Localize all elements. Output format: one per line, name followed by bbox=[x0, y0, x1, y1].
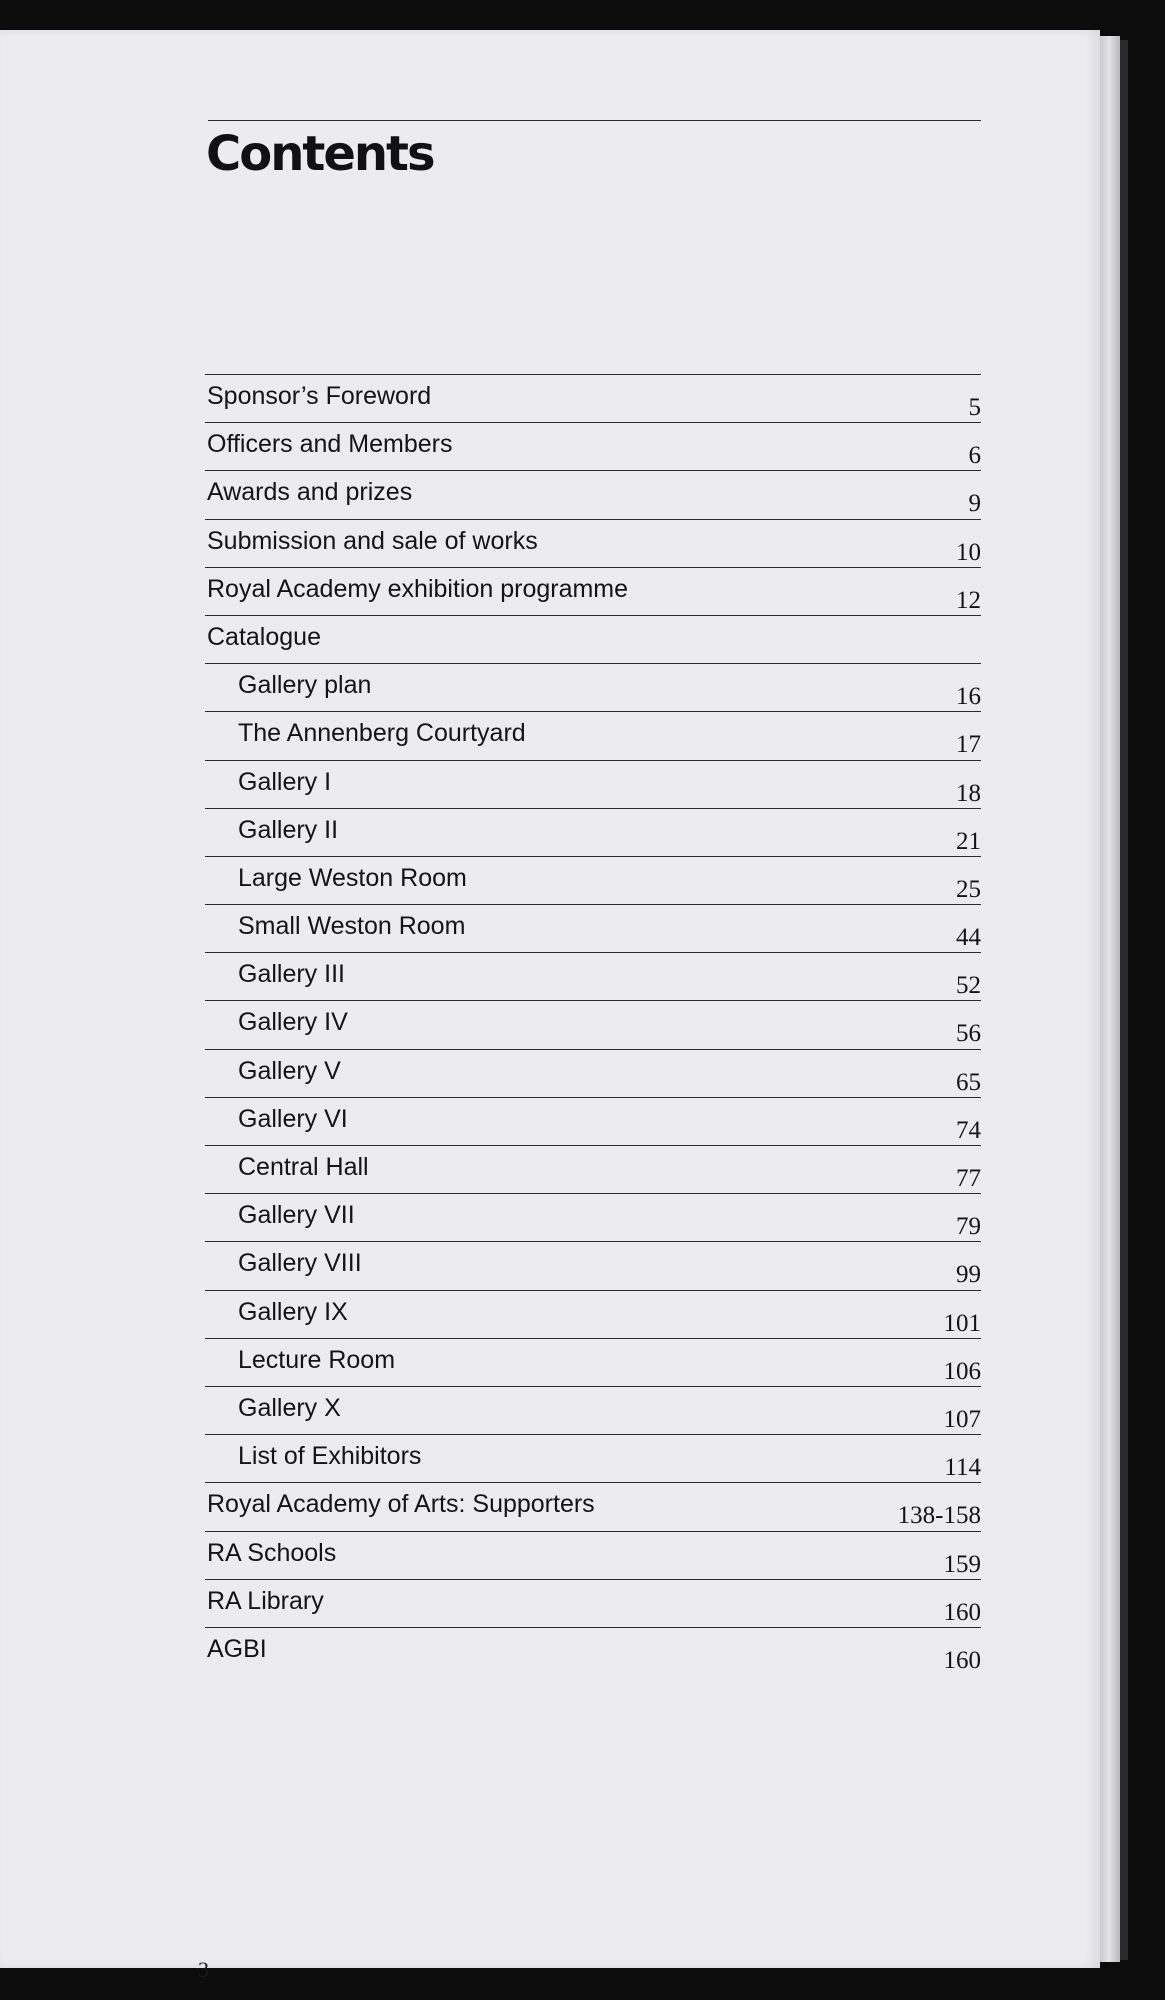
toc-entry-label: Awards and prizes bbox=[207, 478, 413, 507]
toc-entry-label: List of Exhibitors bbox=[238, 1442, 422, 1471]
toc-entry-label: Gallery VI bbox=[238, 1104, 348, 1133]
toc-entry-label: Gallery IX bbox=[238, 1297, 348, 1326]
toc-entry bbox=[205, 1291, 981, 1339]
toc-entry-label: Central Hall bbox=[238, 1153, 369, 1181]
toc-entry-label: AGBI bbox=[207, 1634, 267, 1663]
toc-entry bbox=[205, 616, 981, 664]
toc-entry-page: 65 bbox=[956, 1068, 981, 1096]
title-rule bbox=[208, 120, 981, 121]
toc-entry-page: 44 bbox=[956, 924, 981, 952]
toc-entry bbox=[205, 1580, 981, 1628]
toc-entry bbox=[205, 1001, 981, 1049]
toc-entry bbox=[205, 1242, 981, 1290]
toc-entry bbox=[205, 1532, 981, 1580]
toc-entry-page: 101 bbox=[943, 1309, 981, 1337]
toc-entry-label: Royal Academy of Arts: Supporters bbox=[207, 1490, 595, 1519]
toc-entry-label: Large Weston Room bbox=[238, 863, 467, 892]
toc-entry-page: 6 bbox=[968, 442, 981, 470]
toc-entry-label: Gallery I bbox=[238, 767, 332, 796]
toc-entry bbox=[205, 1483, 981, 1531]
page-edge-shadow bbox=[1120, 40, 1128, 1960]
toc-entry-page: 10 bbox=[956, 538, 981, 566]
toc-entry bbox=[205, 1098, 981, 1146]
page-number: 3 bbox=[198, 1957, 209, 1982]
toc-entry-label: Gallery III bbox=[238, 960, 345, 989]
toc-entry-page: 160 bbox=[943, 1646, 981, 1674]
toc-entry-page: 16 bbox=[956, 683, 981, 711]
toc-entry bbox=[205, 809, 981, 857]
toc-entry bbox=[205, 375, 981, 423]
toc-entry bbox=[205, 761, 981, 809]
toc-entry-page: 9 bbox=[968, 490, 981, 518]
toc-entry-page: 107 bbox=[943, 1405, 981, 1433]
toc-entry-page: 138-158 bbox=[897, 1502, 981, 1530]
toc-entry-label: RA Library bbox=[207, 1586, 324, 1615]
toc-entry-page: 77 bbox=[956, 1165, 981, 1192]
toc-entry-label: Small Weston Room bbox=[238, 912, 466, 941]
toc-entry-page: 25 bbox=[956, 875, 981, 903]
table-of-contents bbox=[205, 374, 981, 1675]
toc-entry bbox=[205, 905, 981, 953]
toc-entry-label: Gallery V bbox=[238, 1056, 341, 1085]
toc-entry-page: 74 bbox=[956, 1116, 981, 1144]
toc-entry bbox=[205, 423, 981, 471]
toc-entry-label: Gallery II bbox=[238, 815, 339, 844]
toc-entry-label: Submission and sale of works bbox=[207, 526, 538, 555]
toc-entry bbox=[205, 1435, 981, 1483]
toc-entry-page: 106 bbox=[943, 1357, 981, 1385]
toc-entry bbox=[205, 568, 981, 616]
toc-entry bbox=[205, 1628, 981, 1675]
toc-entry-label: Catalogue bbox=[207, 622, 321, 651]
toc-entry-label: Gallery IV bbox=[238, 1008, 348, 1037]
toc-entry-page: 56 bbox=[956, 1020, 981, 1048]
toc-entry bbox=[205, 1387, 981, 1435]
toc-entry bbox=[205, 1194, 981, 1242]
page-edge bbox=[1100, 36, 1120, 1962]
toc-entry-label: Gallery VIII bbox=[238, 1249, 362, 1278]
toc-entry-page: 79 bbox=[956, 1213, 981, 1241]
toc-entry-page: 18 bbox=[956, 779, 981, 807]
toc-entry-label: Royal Academy exhibition programme bbox=[207, 574, 629, 603]
toc-entry-label: Lecture Room bbox=[238, 1345, 396, 1374]
toc-entry bbox=[205, 857, 981, 905]
toc-entry bbox=[205, 953, 981, 1001]
toc-entry-label: Gallery VII bbox=[238, 1201, 355, 1230]
toc-entry bbox=[205, 1050, 981, 1098]
toc-entry-label: Sponsor’s Foreword bbox=[207, 382, 432, 410]
toc-entry bbox=[205, 471, 981, 519]
toc-entry-page: 114 bbox=[944, 1454, 981, 1482]
toc-entry-page: 159 bbox=[943, 1550, 981, 1578]
toc-entry bbox=[205, 1339, 981, 1387]
toc-entry-label: RA Schools bbox=[207, 1538, 337, 1567]
toc-entry bbox=[205, 664, 981, 712]
toc-entry-page: 160 bbox=[943, 1598, 981, 1626]
toc-entry-page: 12 bbox=[956, 586, 981, 614]
toc-entry-page: 52 bbox=[956, 972, 981, 1000]
toc-entry bbox=[205, 712, 981, 760]
toc-entry-label: Gallery plan bbox=[238, 671, 372, 700]
page-title: Contents bbox=[206, 126, 434, 182]
toc-entry-page: 99 bbox=[956, 1261, 981, 1289]
toc-entry-page: 17 bbox=[956, 731, 981, 759]
toc-entry-page: 5 bbox=[968, 394, 981, 421]
toc-entry-label: Officers and Members bbox=[207, 430, 453, 459]
toc-entry bbox=[205, 520, 981, 568]
toc-entry-label: The Annenberg Courtyard bbox=[238, 719, 526, 748]
toc-entry bbox=[205, 1146, 981, 1194]
toc-entry-label: Gallery X bbox=[238, 1393, 341, 1422]
toc-entry-page: 21 bbox=[956, 827, 981, 855]
